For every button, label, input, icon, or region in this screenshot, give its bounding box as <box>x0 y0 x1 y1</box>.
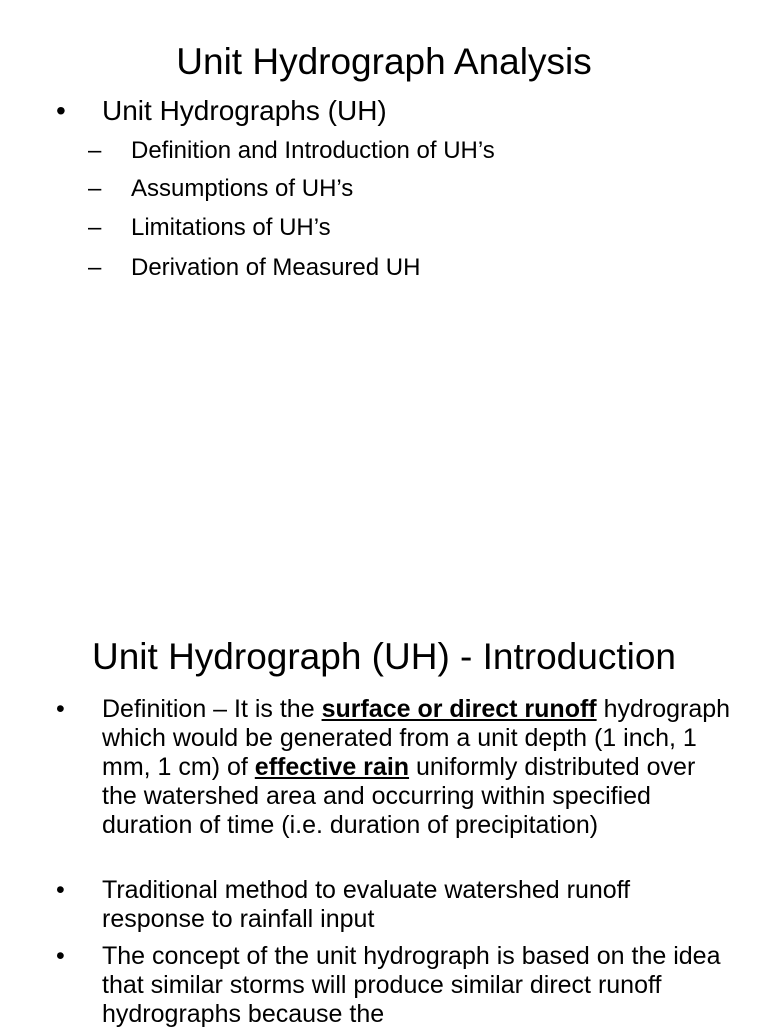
dash-icon: – <box>88 214 102 241</box>
emphasis-surface-runoff: surface or direct runoff <box>321 695 597 723</box>
definition-part: uniformly distributed over the watershed area and occurring within specified duration of time (i.e. duration of precipitation) <box>102 753 696 839</box>
dash-icon: – <box>88 175 102 202</box>
bullet-text: The concept of the unit hydrograph is based on the idea that similar storms will produce similar direct runoff hydrographs because the <box>102 942 721 1028</box>
bullet-dot-icon: • <box>56 95 66 126</box>
dash-icon: – <box>88 137 102 164</box>
bullet-text: Traditional method to evaluate watershed runoff response to rainfall input <box>102 876 631 933</box>
sub-bullet-text: Limitations of UH’s <box>131 214 331 241</box>
slide-title: Unit Hydrograph (UH) - Introduction <box>92 636 676 677</box>
emphasis-effective-rain: effective rain <box>254 753 410 781</box>
definition-text <box>102 695 736 840</box>
definition-part: Definition – It is the <box>102 695 322 723</box>
sub-bullet-text: Derivation of Measured UH <box>131 254 421 281</box>
definition-part: hydrograph which would be generated from a unit depth (1 inch, 1 mm, 1 cm) of <box>102 695 731 781</box>
sub-bullet-text: Assumptions of UH’s <box>131 175 354 202</box>
bullet-dot-icon: • <box>56 876 65 904</box>
bullet-item-concept <box>56 942 736 1029</box>
bullet-text: Unit Hydrographs (UH) <box>102 95 387 126</box>
bullet-item-traditional-method <box>56 876 736 934</box>
dash-icon: – <box>88 254 102 281</box>
slide-uh-introduction <box>0 580 768 1028</box>
bullet-dot-icon: • <box>56 695 65 723</box>
sub-bullet-text: Definition and Introduction of UH’s <box>131 137 495 164</box>
slide-title: Unit Hydrograph Analysis <box>176 41 592 82</box>
bullet-dot-icon: • <box>56 942 65 970</box>
bullet-item-definition <box>56 695 736 840</box>
